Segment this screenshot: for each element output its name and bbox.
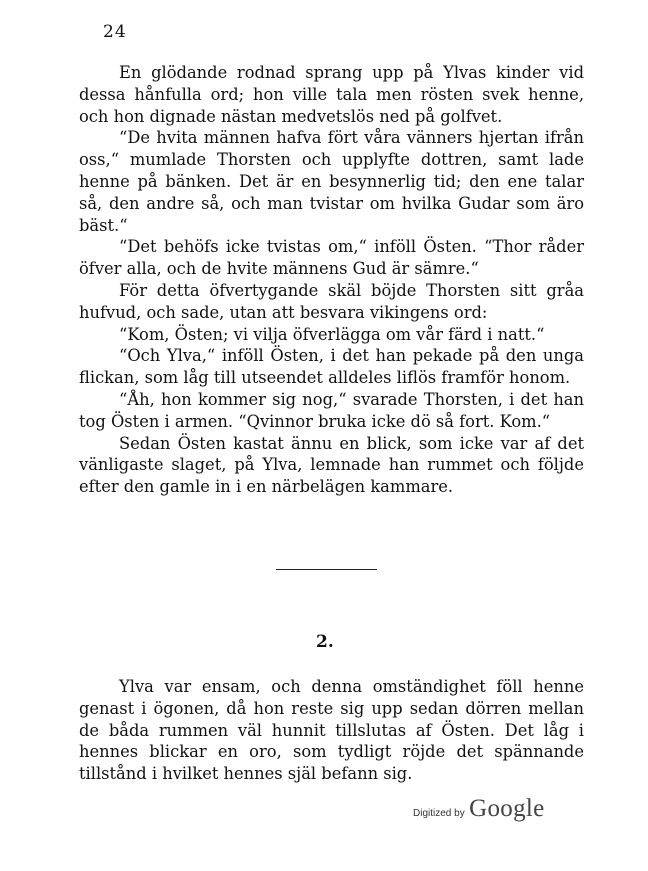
section-number: 2.: [316, 632, 334, 652]
text-block-top: [79, 62, 584, 498]
paragraph: Sedan Östen kastat ännu en blick, som icke var af det vänligaste slaget, på Ylva, lemnade han rummet och följde efter den gamle in i en närbelägen kammare.: [79, 433, 584, 497]
paragraph: “Och Ylva,“ inföll Östen, i det han pekade på den unga flickan, som låg till utseendet alldeles liflös framför honom.: [79, 346, 584, 388]
watermark-prefix: Digitized by: [413, 808, 465, 819]
paragraph: En glödande rodnad sprang upp på Ylvas kinder vid dessa hånfulla ord; hon ville tala men rösten svek henne, och hon dignade nästan medvetslös ned på golfvet.: [79, 63, 584, 126]
google-logo: Google: [469, 795, 545, 822]
paragraph: “Det behöfs icke tvistas om,“ inföll Östen. “Thor råder öfver alla, och de hvite männens Gud är sämre.“: [79, 237, 584, 279]
section-divider: [276, 569, 377, 570]
paragraph: “Kom, Östen; vi vilja öfverlägga om vår färd i natt.“: [119, 324, 545, 344]
paragraph: “Åh, hon kommer sig nog,“ svarade Thorsten, i det han tog Östen i armen. “Qvinnor bruka icke dö så fort. Kom.“: [79, 389, 584, 431]
digitized-watermark: [413, 795, 545, 823]
page-number: 24: [103, 22, 127, 42]
paragraph: Ylva var ensam, och denna omständighet föll henne genast i ögonen, då hon reste sig upp sedan dörren mellan de båda rummen väl hunnit tillslutas af Östen. Det låg i hennes blickar en oro, som tydligt röjde det spännande tillstånd i hvilket hennes själ befann sig.: [79, 677, 584, 784]
text-block-bottom: [79, 676, 584, 785]
paragraph: För detta öfvertygande skäl böjde Thorsten sitt gråa hufvud, och sade, utan att besvara vikingens ord:: [79, 280, 584, 322]
paragraph: “De hvita männen hafva fört våra vänners hjertan ifrån oss,“ mumlade Thorsten och upplyfte dottren, samt lade henne på bänken. Det är en besynnerlig tid; den ene talar så, den andre så, och man tvistar om hvilka Gudar som äro bäst.“: [79, 128, 584, 235]
